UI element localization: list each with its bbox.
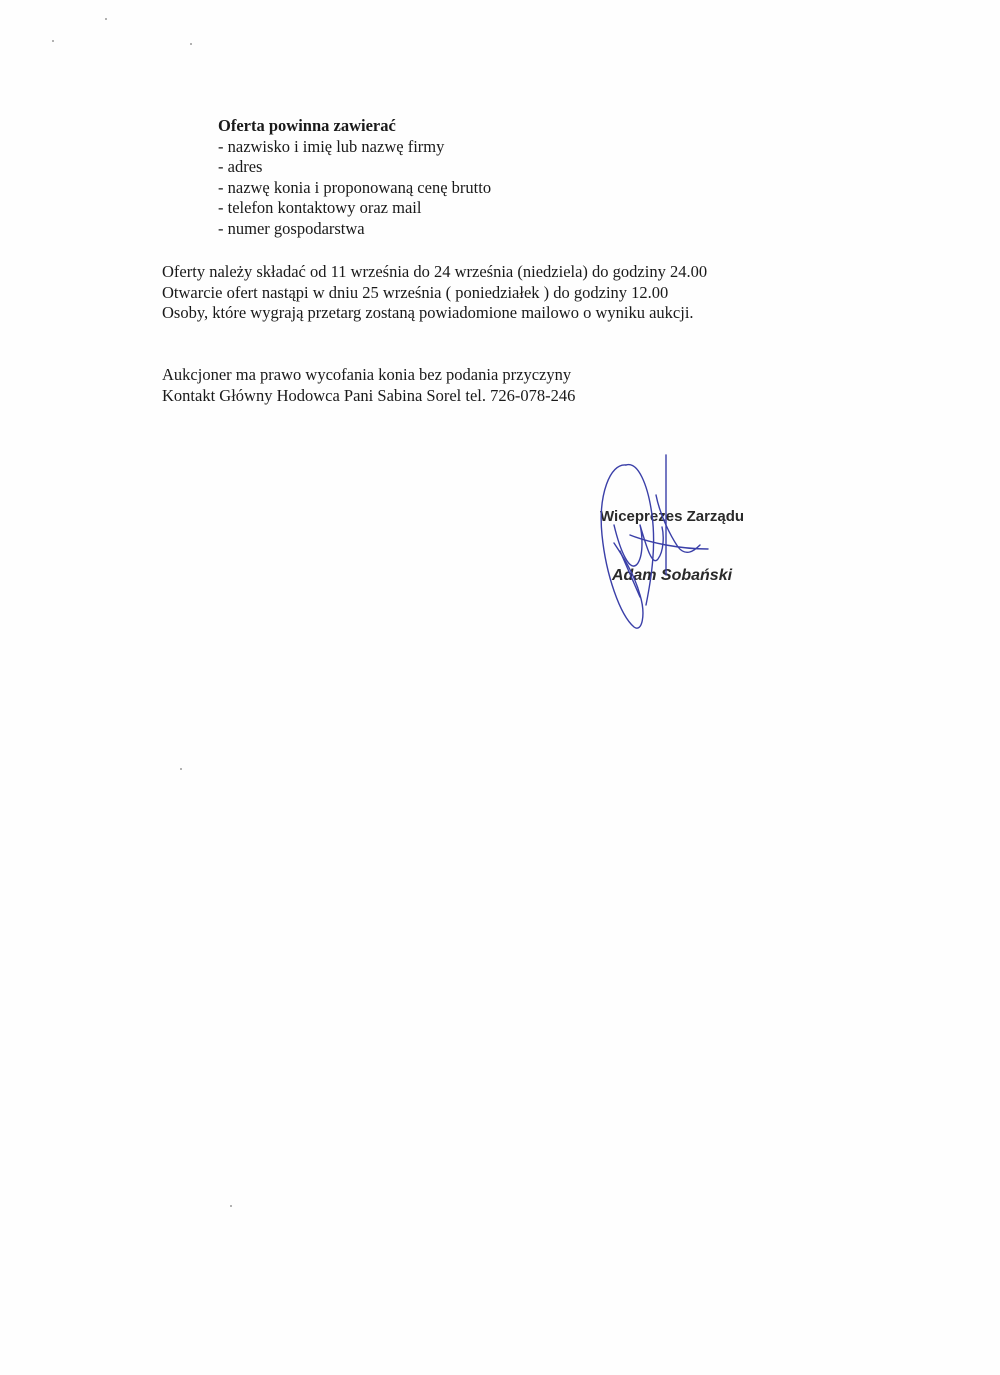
notes-block (162, 365, 575, 406)
submission-deadline: Oferty należy składać od 11 września do 24 września (niedziela) do godziny 24.00 (162, 262, 708, 281)
withdrawal-note: Aukcjoner ma prawo wycofania konia bez podania przyczyny (162, 365, 572, 384)
signature-stamp (590, 455, 780, 635)
schedule-block (162, 262, 707, 324)
offer-item: - nazwisko i imię lub nazwę firmy (218, 136, 445, 156)
offer-items-list (218, 137, 491, 240)
offer-item: - telefon kontaktowy oraz mail (218, 198, 422, 218)
offer-requirements (218, 116, 491, 240)
contact-info: Kontakt Główny Hodowca Pani Sabina Sorel tel. 726-078-246 (162, 385, 576, 405)
scan-speck (230, 1205, 232, 1207)
scan-speck (52, 40, 54, 42)
scan-speck (190, 43, 192, 45)
stamp-name: Adam Sobański (612, 567, 733, 584)
offer-item: - nazwę konia i proponowaną cenę brutto (218, 177, 492, 197)
scan-speck (105, 18, 107, 20)
opening-date: Otwarcie ofert nastąpi w dniu 25 września ( poniedziałek ) do godziny 12.00 (162, 282, 669, 302)
handwritten-signature (590, 455, 780, 635)
offer-item: - adres (218, 157, 263, 177)
offer-item: - numer gospodarstwa (218, 218, 365, 238)
stamp-title: Wiceprezes Zarządu (600, 508, 745, 525)
scan-speck (180, 768, 182, 770)
notification-info: Osoby, które wygrają przetarg zostaną powiadomione mailowo o wyniku aukcji. (162, 303, 694, 323)
offer-heading: Oferta powinna zawierać (218, 116, 396, 135)
